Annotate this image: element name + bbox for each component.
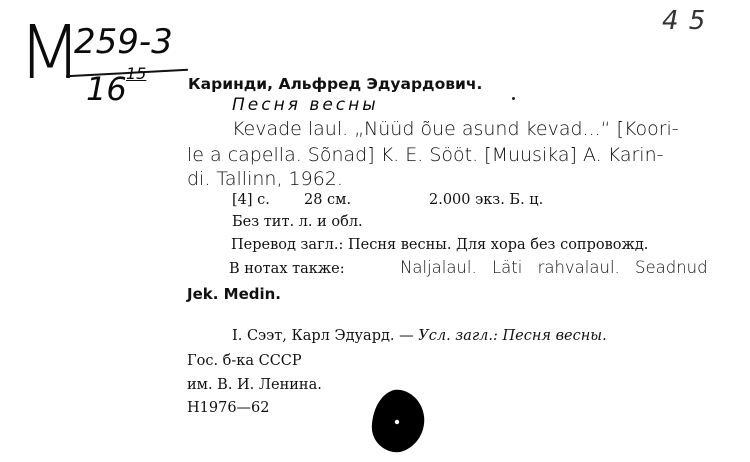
author-heading: Каринди, Альфред Эдуардович.	[188, 75, 483, 93]
copies-price: 2.000 экз. Б. ц.	[429, 192, 544, 208]
shelf-letter: М	[18, 10, 80, 96]
corner-mark: 4 5	[662, 6, 707, 36]
library-line-2: им. В. И. Ленина.	[187, 377, 322, 393]
handwritten-title: Песня весны	[232, 95, 379, 115]
ink-blot	[364, 384, 430, 456]
shelf-mark: 259-3	[74, 22, 173, 62]
library-line-3: Н1976—62	[187, 400, 270, 416]
note-also-label: В нотах также:	[229, 261, 345, 277]
library-line-1: Гос. б-ка СССР	[187, 353, 302, 369]
tracing	[232, 328, 607, 344]
size: 28 см.	[304, 192, 352, 208]
sub-number: 16	[86, 70, 127, 108]
pages: [4] с.	[232, 192, 270, 208]
title-line-2: le a capella. Sõnad] K. E. Sööt. [Muusika] A. Karin-	[187, 144, 664, 166]
sub-number-superscript: 15	[126, 64, 147, 83]
title-line-1: Kevade laul. „Nüüd õue asund kevad...“ [Koori-	[232, 118, 679, 140]
title-line-3: di. Tallinn, 1962.	[187, 168, 343, 190]
physical-description	[232, 192, 543, 208]
tracing-uniform-title: Усл. загл.: Песня весны.	[418, 328, 607, 344]
tracing-prefix: I. Сээт, Карл Эдуард. —	[232, 328, 414, 344]
note-also-contents-cont: Jek. Medin.	[187, 285, 282, 303]
note-translated-title: Перевод загл.: Песня весны. Для хора без сопровожд.	[231, 237, 649, 253]
note-no-title-page: Без тит. л. и обл.	[232, 214, 363, 230]
note-also-contents: Naljalaul. Läti rahvalaul. Seadnud	[400, 258, 708, 277]
ink-dot	[512, 97, 515, 100]
